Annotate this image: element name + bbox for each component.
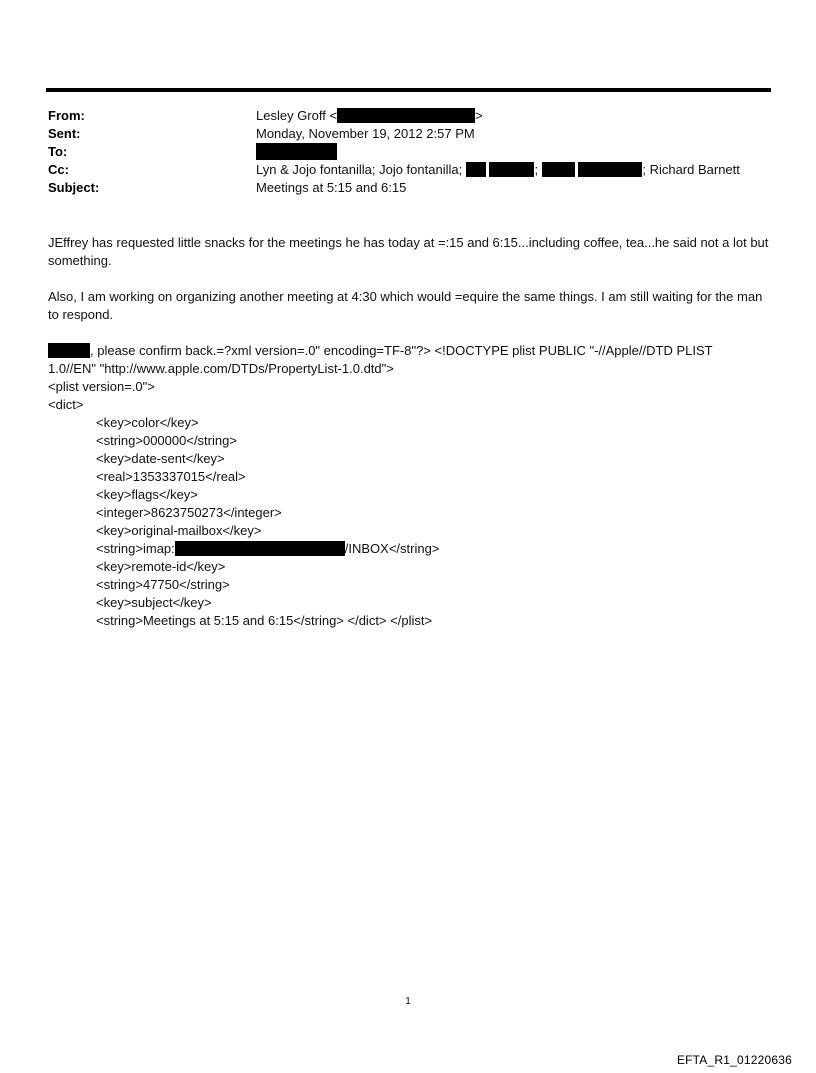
plist-line: <real>1353337015</real> (96, 469, 246, 484)
from-label: From: (48, 108, 85, 123)
from-value (256, 107, 483, 125)
to-label: To: (48, 144, 68, 159)
redacted-cc-2a (542, 162, 575, 177)
plist-open: <plist version=.0"> (48, 379, 155, 394)
from-name: Lesley Groff < (256, 108, 338, 123)
plist-line: <key>date-sent</key> (96, 451, 225, 466)
imap-prefix: <string>imap: (96, 541, 175, 556)
cc-last: ; Richard Barnett (642, 162, 740, 177)
redacted-cc-2b (578, 162, 642, 177)
plist-line: <string>Meetings at 5:15 and 6:15</string> </dict> </plist> (96, 613, 433, 628)
redacted-recipient (256, 143, 337, 160)
document-id: EFTA_R1_01220636 (676, 1053, 792, 1067)
plist-line: <string>47750</string> (96, 577, 230, 592)
sent-value: Monday, November 19, 2012 2:57 PM (256, 126, 475, 141)
plist-line: <key>original-mailbox</key> (96, 523, 262, 538)
dict-open: <dict> (48, 397, 84, 412)
plist-line: <integer>8623750273</integer> (96, 505, 282, 520)
redacted-cc-1a (466, 162, 486, 177)
body-paragraph-1: JEffrey has requested little snacks for the meetings he has today at =:15 and 6:15...including coffee, tea...he said not a lot but something. (48, 235, 769, 268)
subject-value: Meetings at 5:15 and 6:15 (256, 180, 407, 195)
redacted-cc-1b (489, 162, 534, 177)
to-row (48, 143, 778, 161)
doctype-continuation: 1.0//EN" "http://www.apple.com/DTDs/PropertyList-1.0.dtd"> (48, 361, 394, 376)
from-close: > (475, 108, 483, 123)
cc-row (48, 161, 778, 179)
plist-line: <key>color</key> (96, 415, 199, 430)
header-divider (46, 88, 771, 92)
plist-line: <key>remote-id</key> (96, 559, 226, 574)
cc-names: Lyn & Jojo fontanilla; Jojo fontanilla; (256, 162, 463, 177)
from-row (48, 107, 778, 125)
sent-row (48, 125, 778, 143)
cc-label: Cc: (48, 162, 69, 177)
redacted-name (48, 343, 90, 358)
imap-suffix: /INBOX</string> (344, 541, 440, 556)
confirm-line (48, 342, 713, 360)
plist-line: <key>flags</key> (96, 487, 198, 502)
confirm-text: , please confirm back.=?xml version=.0" encoding=TF-8"?> <!DOCTYPE plist PUBLIC "-//Apple//DTD PLIST (90, 343, 713, 358)
to-value (256, 143, 337, 162)
imap-line (96, 540, 439, 558)
cc-value (256, 161, 740, 179)
subject-row (48, 179, 778, 197)
redacted-email (337, 108, 475, 123)
page-number: 1 (405, 996, 411, 1007)
redacted-mailbox (175, 541, 345, 556)
sent-label: Sent: (48, 126, 81, 141)
plist-line: <string>000000</string> (96, 433, 237, 448)
plist-line: <key>subject</key> (96, 595, 212, 610)
cc-separator: ; (534, 162, 539, 177)
body-paragraph-2: Also, I am working on organizing another meeting at 4:30 which would =equire the same things. I am still waiting for the man to respond. (48, 289, 763, 322)
subject-label: Subject: (48, 180, 100, 195)
